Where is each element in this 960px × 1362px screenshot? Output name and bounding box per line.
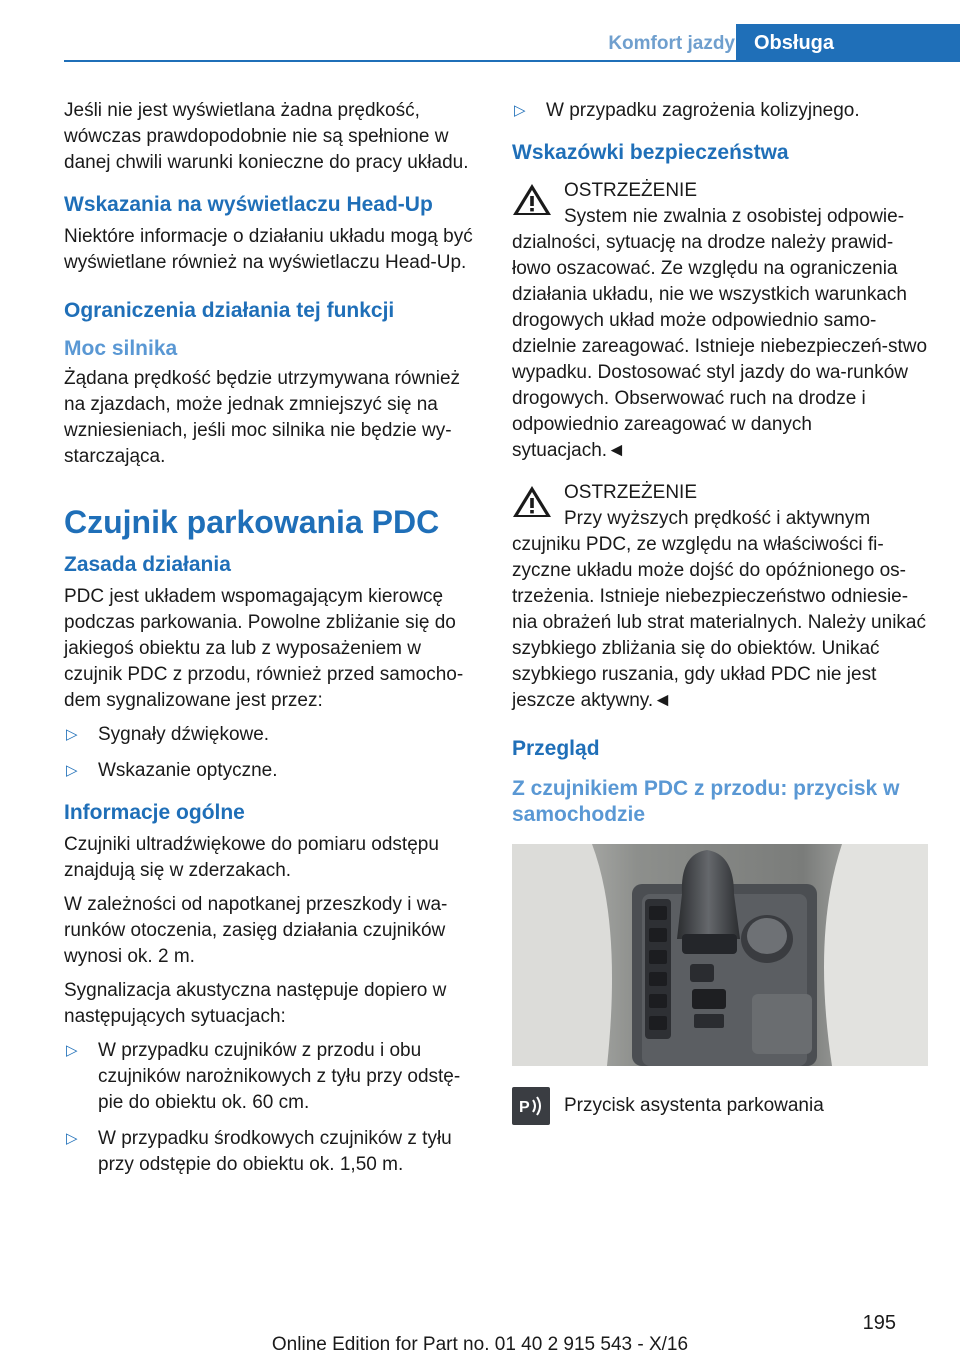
warning-text: Przy wyższych prędkość i aktywnym czujniku PDC, ze względu na właściwości fi-zyczne układu może dojść do opóźnionego os-trzeżenia. Istnieje niebezpieczeństwo odniesie-nia obrażeń lub strat materialnych. Należy unikać szybkiego zbliżania się do obiektów. Unikać szybkiego ruszania, gdy układ PDC nie jest jeszcze aktywny.◄ <box>512 508 926 711</box>
list-item: ▷ W przypadku środkowych czujników z tyłu przy odstępie do obiektu ok. 1,50 m. <box>66 1128 452 1175</box>
edition-footer: Online Edition for Part no. 01 40 2 915 543 - X/16 <box>271 1334 689 1355</box>
header-rule <box>64 60 960 62</box>
list-item: ▷ Wskazanie optyczne. <box>64 758 480 784</box>
bullet-icon: ▷ <box>66 1042 78 1059</box>
warning-box-2 <box>512 480 928 714</box>
signals-list <box>64 722 480 784</box>
svg-text:P: P <box>519 1099 530 1116</box>
header-section-title: Komfort jazdy <box>608 33 735 54</box>
heading-general: Informacje ogólne <box>64 801 245 824</box>
heading-safety: Wskazówki bezpieczeństwa <box>512 141 789 164</box>
heading-pdc: Czujnik parkowania PDC <box>64 504 440 540</box>
heading-principle: Zasada działania <box>64 553 231 576</box>
general-paragraph-3: Sygnalizacja akustyczna następuje dopiero w następujących sytuacjach: <box>64 980 447 1027</box>
heading-limits: Ograniczenia działania tej funkcji <box>64 299 395 322</box>
warning-title: OSTRZEŻENIE <box>564 482 698 503</box>
general-paragraph-2: W zależności od napotkanej przeszkody i wa-runków otoczenia, zasięg działania czujników wynosi ok. 2 m. <box>64 894 448 967</box>
page-number: 195 <box>862 1312 896 1334</box>
bullet-icon: ▷ <box>66 726 78 743</box>
heading-hud: Wskazania na wyświetlaczu Head-Up <box>64 193 433 216</box>
header-chapter-tab[interactable]: Obsługa <box>736 24 960 62</box>
list-item: ▷ W przypadku czujników z przodu i obu czujników narożnikowych z tyłu przy odstę-pie do obiektu ok. 60 cm. <box>66 1040 461 1113</box>
collision-list <box>512 98 928 124</box>
principle-paragraph: PDC jest układem wspomagającym kierowcę podczas parkowania. Powolne zbliżanie się do jakiegoś obiektu za lub z wyposażeniem w czujnik PDC z przodu, również przed samocho-dem sygnalizowane jest przez: <box>64 586 464 711</box>
warning-title: OSTRZEŻENIE <box>564 180 698 201</box>
hud-paragraph: Niektóre informacje o działaniu układu mogą być wyświetlane również na wyświetlaczu Head-Up. <box>64 226 473 273</box>
park-assist-icon[interactable] <box>512 1087 550 1125</box>
bullet-icon: ▷ <box>66 1130 78 1147</box>
warning-triangle-icon <box>512 484 552 518</box>
heading-overview: Przegląd <box>512 737 600 760</box>
heading-engine-power: Moc silnika <box>64 337 178 360</box>
park-assist-caption: Przycisk asystenta parkowania <box>564 1095 824 1116</box>
situations-list <box>64 1038 480 1178</box>
warning-triangle-icon <box>512 182 552 216</box>
center-console-photo <box>512 844 928 1066</box>
bullet-icon: ▷ <box>66 762 78 779</box>
intro-paragraph: Jeśli nie jest wyświetlana żadna prędkość, wówczas prawdopodobnie nie są spełnione w danej chwili warunki konieczne do pracy układu. <box>64 100 469 173</box>
heading-button: Z czujnikiem PDC z przodu: przycisk w samochodzie <box>512 777 900 826</box>
engine-paragraph: Żądana prędkość będzie utrzymywana również na zjazdach, może jednak zmniejszyć się na wzniesieniach, jeśli moc silnika nie będzie wy-starczająca. <box>64 368 461 467</box>
list-item: ▷ W przypadku zagrożenia kolizyjnego. <box>512 98 928 124</box>
warning-text: System nie zwalnia z osobistej odpowie-dzialności, sytuację na drodze należy prawid-łowo oszacować. Ze względu na ograniczenia działania układu, nie we wszystkich warunkach drogowych układ może odpowiednio samo-dzielnie zareagować. Istnieje niebezpieczeń-stwo wypadku. Dostosować styl jazdy do wa-runków drogowych. Obserwować ruch na drodze i odpowiednio zareagować w danych sytuacjach.◄ <box>512 206 928 461</box>
list-item: ▷ Sygnały dźwiękowe. <box>64 722 480 748</box>
bullet-icon: ▷ <box>514 102 526 119</box>
left-column <box>64 98 480 1188</box>
park-assist-button-row <box>512 1087 928 1127</box>
warning-box-1 <box>512 178 928 464</box>
park-assist-glyph-icon <box>517 1094 545 1118</box>
right-column <box>512 98 928 1127</box>
general-paragraph-1: Czujniki ultradźwiękowe do pomiaru odstępu znajdują się w zderzakach. <box>64 834 439 881</box>
